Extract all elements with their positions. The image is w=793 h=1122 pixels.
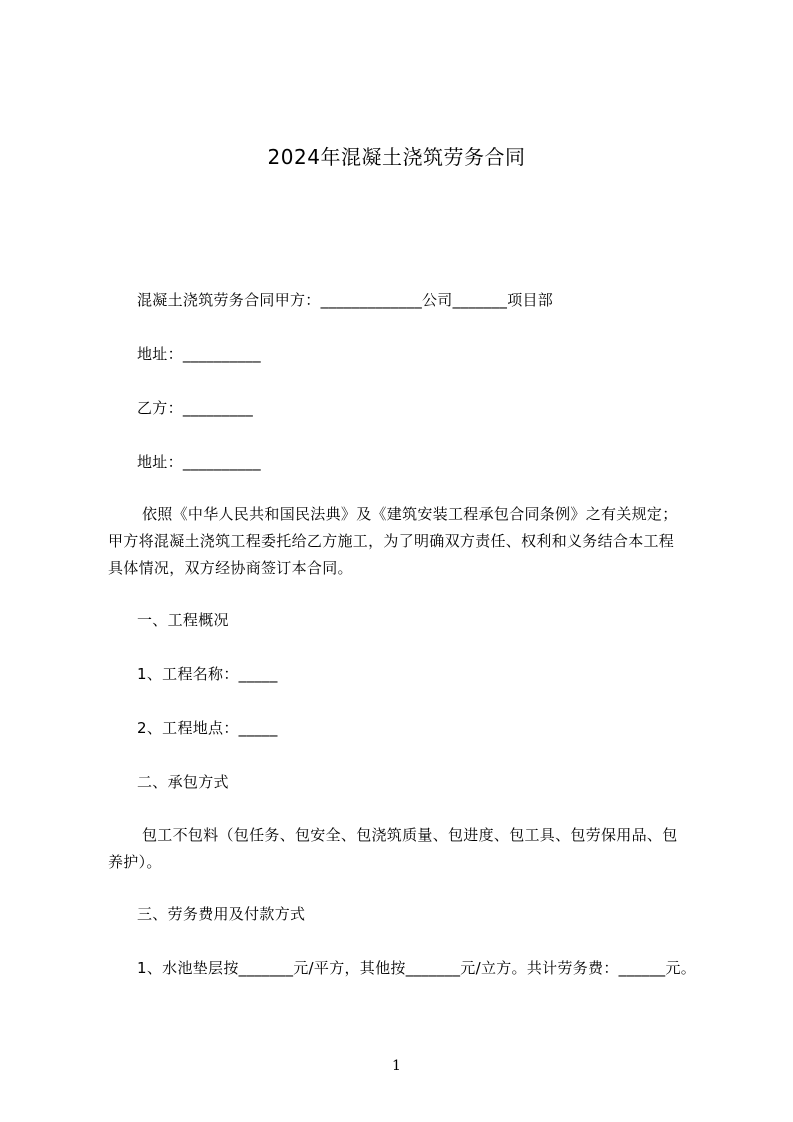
party-b-line: 乙方：_________ xyxy=(137,399,254,417)
party-a-address-line: 地址：__________ xyxy=(137,345,261,363)
party-b-address-line: 地址：__________ xyxy=(137,453,261,471)
section-2-heading: 二、承包方式 xyxy=(137,773,229,791)
party-a-line: 混凝土浇筑劳务合同甲方：_____________公司_______项目部 xyxy=(137,291,554,309)
section-1-heading: 一、工程概况 xyxy=(137,611,229,629)
basis-paragraph-line-1: 依照《中华人民共和国民法典》及《建筑安装工程承包合同条例》之有关规定； xyxy=(142,505,678,523)
contract-method-line-1: 包工不包料（包任务、包安全、包浇筑质量、包进度、包工具、包劳保用品、包 xyxy=(142,826,678,844)
basis-paragraph-line-2: 甲方将混凝土浇筑工程委托给乙方施工，为了明确双方责任、权利和义务结合本工程 xyxy=(108,532,675,550)
project-location-line: 2、工程地点：_____ xyxy=(137,719,278,737)
contract-method-line-2: 养护）。 xyxy=(108,853,162,871)
page-number: 1 xyxy=(392,1058,401,1074)
project-name-line: 1、工程名称：_____ xyxy=(137,665,278,683)
section-3-heading: 三、劳务费用及付款方式 xyxy=(137,905,306,923)
labor-fee-line: 1、水池垫层按_______元/平方，其他按_______元/立方。共计劳务费：______元。 xyxy=(137,959,697,977)
basis-paragraph-line-3: 具体情况，双方经协商签订本合同。 xyxy=(108,559,353,577)
document-title: 2024年混凝土浇筑劳务合同 xyxy=(267,145,526,169)
